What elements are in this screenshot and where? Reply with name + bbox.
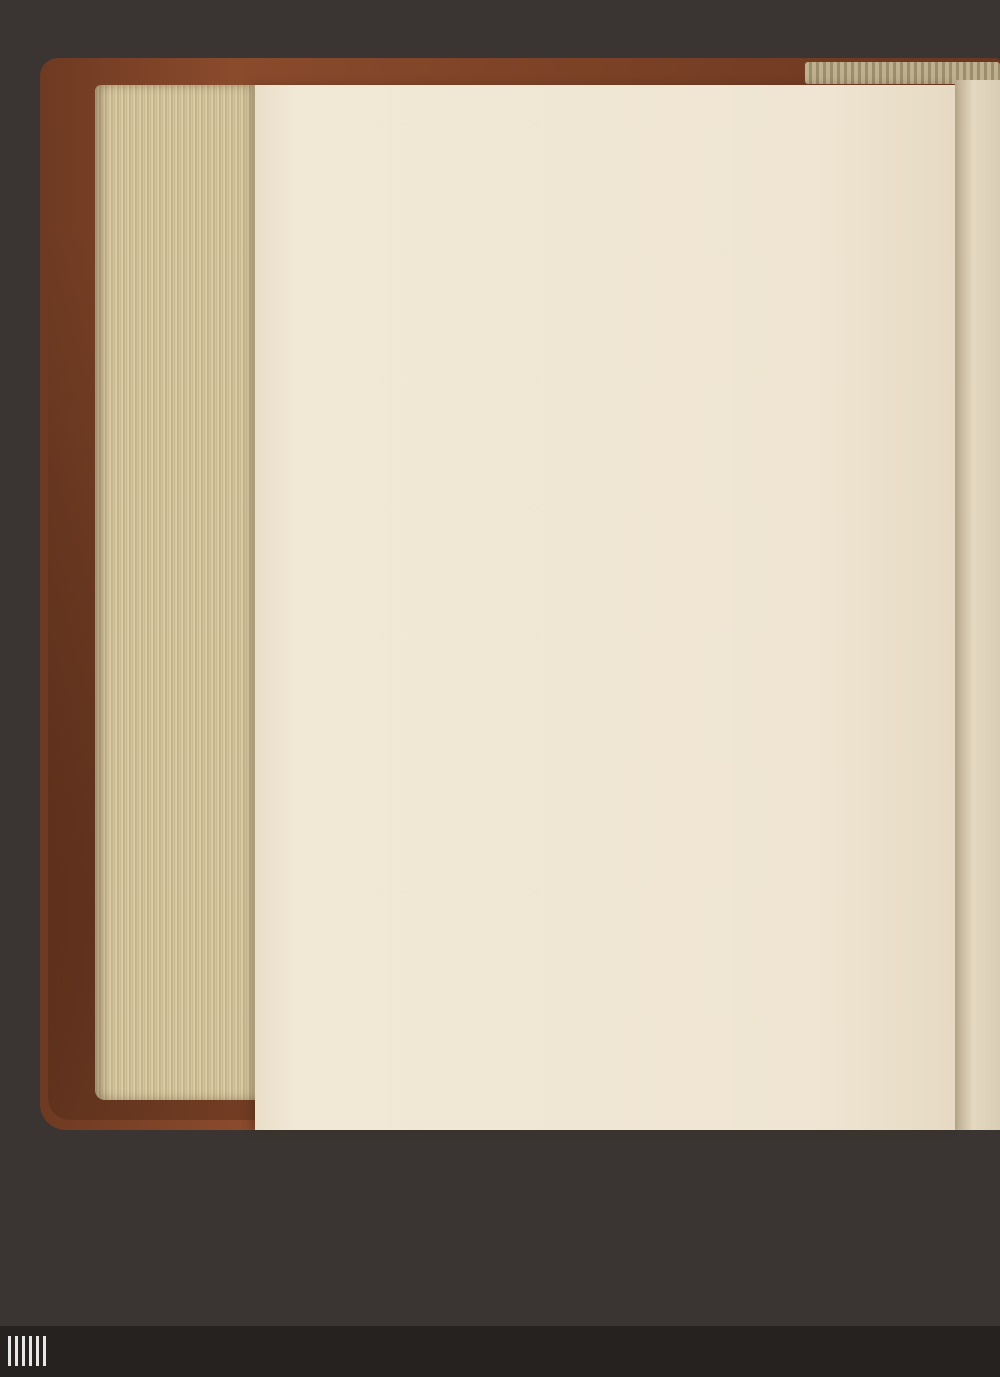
page-edges bbox=[95, 85, 260, 1100]
section-heading bbox=[428, 213, 898, 255]
page-text bbox=[428, 158, 898, 277]
facing-page-edge bbox=[955, 80, 1000, 1130]
running-head bbox=[428, 158, 898, 198]
footer-bar bbox=[0, 1326, 1000, 1377]
library-logo-icon bbox=[8, 1336, 52, 1366]
